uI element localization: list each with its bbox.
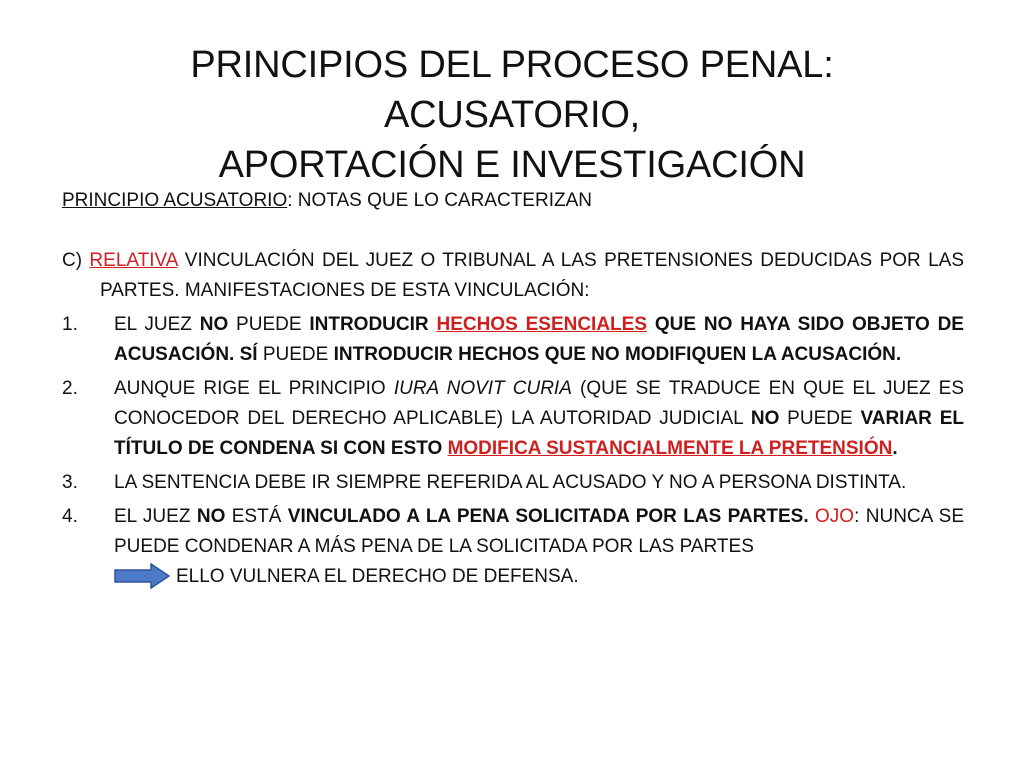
intro-rest: VINCULACIÓN DEL JUEZ O TRIBUNAL A LAS PRETENSIONES DEDUCIDAS POR LAS PARTES. MANIFESTACIONES DE ESTA VINCULACIÓN:	[100, 250, 965, 301]
text-run-bold: NO	[750, 408, 780, 429]
list-number: 1.	[62, 314, 78, 335]
list-item-4	[62, 502, 964, 592]
text-run-bold: INTRODUCIR	[309, 314, 437, 335]
text-run-highlight: MODIFICA SUSTANCIALMENTE LA PRETENSIÓN	[447, 438, 893, 459]
text-run-bold: QUE NO HAYA SIDO OBJETO DE ACUSACIÓN. SÍ	[114, 314, 964, 365]
slide-body	[62, 186, 964, 596]
slide-title	[60, 40, 964, 190]
text-run-bold: INTRODUCIR HECHOS QUE NO MODIFIQUEN LA ACUSACIÓN.	[333, 344, 902, 365]
text-run-bold: .	[892, 438, 898, 459]
text-run: PUEDE	[228, 314, 310, 335]
list-text	[114, 374, 964, 464]
title-line-1: PRINCIPIOS DEL PROCESO PENAL: ACUSATORIO,	[190, 44, 834, 136]
list-item-3	[62, 468, 964, 498]
intro-relativa: RELATIVA	[89, 250, 178, 271]
text-run-bold: VINCULADO A LA PENA SOLICITADA POR LAS PARTES.	[287, 506, 809, 527]
text-run: PUEDE	[779, 408, 861, 429]
text-run: EL JUEZ	[114, 314, 200, 335]
list-text	[114, 502, 964, 592]
subheading	[62, 186, 964, 216]
intro-paragraph	[62, 246, 964, 306]
subheading-rest: : NOTAS QUE LO CARACTERIZAN	[287, 190, 592, 211]
text-run: ELLO VULNERA EL DERECHO DE DEFENSA.	[176, 566, 579, 587]
text-run: EL JUEZ	[114, 506, 197, 527]
right-arrow-icon	[114, 563, 170, 589]
list-item-1	[62, 310, 964, 370]
list-text	[114, 310, 964, 370]
text-run-highlight: HECHOS ESENCIALES	[436, 314, 648, 335]
text-run: AUNQUE RIGE EL PRINCIPIO	[114, 378, 394, 399]
text-run-bold: NO	[196, 506, 226, 527]
text-run: PUEDE	[257, 344, 334, 365]
list-number: 2.	[62, 378, 78, 399]
text-run-red: OJO	[815, 506, 855, 527]
list-item-2	[62, 374, 964, 464]
title-line-2: APORTACIÓN E INVESTIGACIÓN	[218, 144, 806, 186]
list-number: 3.	[62, 472, 78, 493]
subheading-underlined: PRINCIPIO ACUSATORIO	[62, 190, 288, 211]
text-run: : NUNCA SE PUEDE CONDENAR A MÁS PENA DE LA SOLICITADA POR LAS PARTES	[114, 506, 965, 557]
list-number: 4.	[62, 506, 78, 527]
text-run-italic: IURA NOVIT CURIA	[393, 378, 572, 399]
text-run-bold: NO	[199, 314, 229, 335]
text-run: ESTÁ	[225, 506, 288, 527]
text-run: (QUE SE TRADUCE EN QUE EL JUEZ ES CONOCEDOR DEL DERECHO APLICABLE) LA AUTORIDAD JUDICIAL	[114, 378, 964, 429]
text-run-bold: VARIAR EL TÍTULO DE CONDENA SI CON ESTO	[114, 408, 964, 459]
intro-prefix: C)	[62, 250, 90, 271]
list-text: LA SENTENCIA DEBE IR SIEMPRE REFERIDA AL ACUSADO Y NO A PERSONA DISTINTA.	[114, 472, 907, 493]
